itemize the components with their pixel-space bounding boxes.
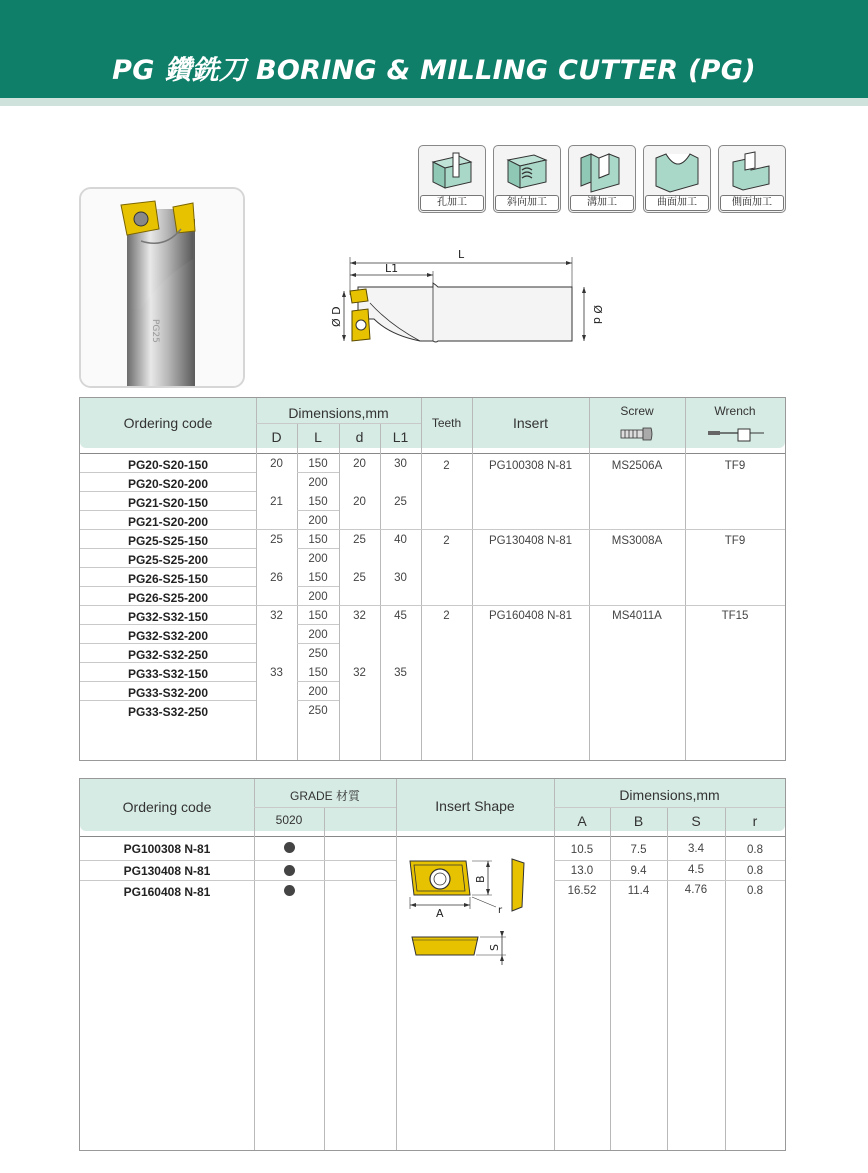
table-row: PG25-S25-150 [127, 534, 209, 548]
side-milling-label: 側面加工 [720, 195, 784, 211]
table-row: PG33-S32-250 [127, 705, 209, 719]
cell-B: 11.4 [627, 885, 650, 897]
cell-r: 0.8 [747, 865, 763, 877]
cell-L1: 30 [394, 572, 407, 584]
cell-insert: PG130408 N-81 [488, 535, 573, 547]
cell-insert: PG160408 N-81 [488, 610, 573, 622]
table-row: PG33-S32-200 [127, 686, 209, 700]
application-icons [418, 145, 788, 213]
cell-d: 20 [353, 496, 366, 508]
cell-D: 21 [270, 496, 283, 508]
col-dimensions: Dimensions,mm [619, 787, 720, 803]
cell-L: 150 [308, 458, 328, 470]
cell-d: 32 [353, 610, 366, 622]
cell-L: 250 [308, 705, 328, 717]
table-row: PG32-S32-250 [127, 648, 209, 662]
screw-icon [620, 426, 654, 442]
cell-L: 200 [308, 591, 328, 603]
cell-A: 16.52 [567, 885, 597, 897]
col-S: S [691, 813, 701, 829]
shape-label-B: B [474, 875, 487, 883]
col-dimensions: Dimensions,mm [288, 405, 389, 421]
cell-L: 150 [308, 667, 328, 679]
header-strip [0, 98, 868, 106]
cell-d: 25 [353, 534, 366, 546]
table-row: PG130408 N-81 [123, 864, 211, 878]
length-L-label: L [458, 248, 465, 261]
shape-label-S: S [488, 944, 501, 951]
cell-L1: 25 [394, 496, 407, 508]
cell-wrench: TF9 [724, 460, 746, 472]
contour-machining-icon [643, 145, 711, 213]
cell-screw: MS3008A [611, 535, 663, 547]
cell-teeth: 2 [443, 460, 450, 472]
cell-L: 150 [308, 572, 328, 584]
insert-table [79, 778, 786, 1151]
col-teeth: Teeth [431, 416, 462, 430]
cell-L: 200 [308, 629, 328, 641]
table-row: PG33-S32-150 [127, 667, 209, 681]
cell-D: 20 [270, 458, 283, 470]
col-insert-shape: Insert Shape [435, 798, 515, 814]
cell-teeth: 2 [443, 610, 450, 622]
cell-L: 200 [308, 515, 328, 527]
ramping-icon [493, 145, 561, 213]
grade-available-dot [284, 865, 295, 876]
wrench-icon [706, 426, 766, 444]
slotting-label: 溝加工 [570, 195, 634, 211]
table-row: PG20-S20-150 [127, 458, 209, 472]
side-milling-icon [718, 145, 786, 213]
col-B: B [633, 813, 644, 829]
cell-r: 0.8 [747, 844, 763, 856]
table-row: PG26-S25-200 [127, 591, 209, 605]
svg-text:PG25: PG25 [150, 319, 160, 343]
cell-L: 200 [308, 477, 328, 489]
cell-L1: 40 [394, 534, 407, 546]
col-grade: GRADE 材質 [289, 789, 360, 803]
insert-shape-drawing [402, 851, 550, 976]
table-row: PG32-S32-150 [127, 610, 209, 624]
cell-wrench: TF15 [721, 610, 749, 622]
col-A: A [577, 813, 587, 829]
cell-D: 33 [270, 667, 283, 679]
col-ordering-code: Ordering code [122, 799, 212, 815]
cell-D: 32 [270, 610, 283, 622]
cell-insert: PG100308 N-81 [488, 460, 573, 472]
cell-L: 250 [308, 648, 328, 660]
table-row: PG20-S20-200 [127, 477, 209, 491]
cell-L1: 30 [394, 458, 407, 470]
table-row: PG32-S32-200 [127, 629, 209, 643]
cell-A: 10.5 [570, 844, 594, 856]
cell-d: 20 [353, 458, 366, 470]
diameter-D-label: Ø D [330, 306, 343, 327]
cell-A: 13.0 [570, 865, 594, 877]
cell-L1: 35 [394, 667, 407, 679]
cell-B: 7.5 [630, 844, 647, 856]
col-ordering-code: Ordering code [123, 415, 213, 431]
col-L1: L1 [392, 429, 409, 445]
col-grade-5020: 5020 [275, 813, 303, 827]
cell-L: 200 [308, 553, 328, 565]
cell-L: 150 [308, 610, 328, 622]
cell-L1: 45 [394, 610, 407, 622]
col-insert: Insert [512, 415, 548, 431]
cell-screw: MS4011A [612, 610, 662, 622]
table-row: PG21-S20-150 [127, 496, 209, 510]
cell-screw: MS2506A [611, 460, 663, 472]
ramping-label: 斜向加工 [495, 195, 559, 211]
cell-S: 4.76 [684, 884, 708, 896]
hole-machining-icon [418, 145, 486, 213]
cell-d: 32 [353, 667, 366, 679]
cell-L: 150 [308, 496, 328, 508]
cell-teeth: 2 [443, 535, 450, 547]
length-L1-label: L1 [385, 262, 399, 275]
cutter-dimension-drawing [330, 245, 610, 355]
cutter-table [79, 397, 786, 761]
page-title: PG 鑽銑刀 BORING & MILLING CUTTER (PG) [112, 55, 756, 86]
grade-available-dot [284, 842, 295, 853]
cell-wrench: TF9 [724, 535, 746, 547]
col-D: D [271, 429, 282, 445]
cell-L: 200 [308, 686, 328, 698]
col-L: L [314, 429, 322, 445]
table-row: PG21-S20-200 [127, 515, 209, 529]
table-row: PG100308 N-81 [123, 842, 211, 856]
shape-label-r: r [498, 905, 503, 916]
grade-available-dot [284, 885, 295, 896]
cell-L: 150 [308, 534, 328, 546]
hole-machining-label: 孔加工 [420, 195, 484, 211]
cell-D: 25 [270, 534, 283, 546]
cell-S: 4.5 [688, 864, 704, 876]
slotting-icon [568, 145, 636, 213]
contour-machining-label: 曲面加工 [645, 195, 709, 211]
col-screw: Screw [620, 404, 654, 418]
col-wrench: Wrench [714, 404, 756, 418]
col-d: d [355, 429, 364, 445]
col-r: r [752, 813, 758, 829]
cell-D: 26 [270, 572, 283, 584]
table-row: PG160408 N-81 [123, 885, 211, 899]
cell-r: 0.8 [747, 885, 763, 897]
product-photo [79, 187, 245, 388]
cell-d: 25 [353, 572, 366, 584]
cell-B: 9.4 [630, 865, 647, 877]
table-row: PG26-S25-150 [127, 572, 209, 586]
diameter-d-label: Ø d [591, 305, 604, 325]
shape-label-A: A [436, 907, 444, 920]
table-row: PG25-S25-200 [127, 553, 209, 567]
cell-S: 3.4 [688, 843, 704, 855]
